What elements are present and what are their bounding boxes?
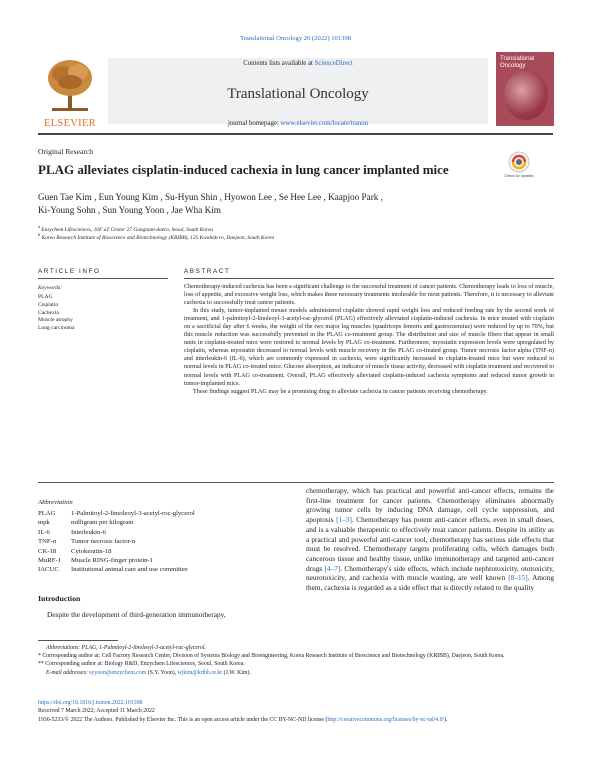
abbreviation-value: Tumor necrosis factor-α	[71, 538, 136, 546]
abstract-rule	[184, 278, 554, 279]
keyword: Cachexia	[38, 309, 59, 316]
introduction-heading: Introduction	[38, 594, 81, 603]
license-suffix: ).	[444, 716, 448, 723]
authors-line-2: Ki-Young Sohn , Sun Young Yoon , Jae Wha Kim	[38, 205, 221, 215]
journal-banner	[38, 52, 553, 138]
keyword: Cisplatin	[38, 301, 59, 308]
journal-title: Translational Oncology	[227, 86, 369, 102]
introduction-right-column	[306, 486, 554, 593]
abbreviation-row	[38, 547, 283, 556]
abbreviation-value: Muscle RING-finger protein-1	[71, 557, 154, 565]
sciencedirect-link[interactable]: ScienceDirect	[314, 60, 353, 67]
introduction-left-text: Despite the development of third-generation immunotherapy,	[47, 610, 226, 619]
footnotes	[38, 644, 554, 677]
article-info-heading: ARTICLE INFO	[38, 268, 101, 275]
check-for-updates-icon[interactable]	[504, 150, 534, 184]
abbreviation-key: CK-18	[38, 547, 57, 555]
abbreviation-value: 1-Palmitoyl-2-limoleoyl-3-acetyl-roc-glycerol	[71, 510, 195, 517]
abbreviation-key: IACUC	[38, 566, 59, 574]
email-link[interactable]: wjkim@kribb.re.kr	[177, 669, 223, 676]
keyword: Lung carcinoma	[38, 325, 75, 332]
abbreviation-row	[38, 528, 283, 537]
cover-image	[504, 70, 548, 120]
banner-divider	[38, 133, 553, 135]
publisher-name: ELSEVIER	[44, 118, 96, 129]
footnote-corresponding-2: ** Corresponding author at: Biology R&D, Enzychem Lifesciences, Seoul, South Korea.	[38, 661, 245, 668]
affiliation-a-text: Enzychem Lifesciences, 10F aT Center 27 Gangnam-daero, Seoul, South Korea	[41, 226, 214, 233]
homepage-prefix: journal homepage:	[228, 120, 281, 127]
abstract-paragraph: In this study, tumor-implanted mouse models administered cisplatin showed rapid weight loss and reduced feeding rate by the second week of treatment, and 1-palmitoyl-2-linoleoyl-3-acetyl-rac-glycerol (PLAG) effectively alleviated cisplatin-induced cachexia. In mice treated with cisplatin on a sacrificial day after 6 weeks, the weight of the two major leg muscles (quadriceps femoris and gastrocnemius) were reduced by up to 70%, but this muscle reduction was successfully prevented in the PLAG co-treatment group. The distribution and size of muscle fibers that appear in small units in cisplatin-treated mice were restored to normal levels by PLAG co-treatment. Furthermore, myostatin expression levels were upregulated by cisplatin, whereas myostatin decreased to normal levels with muscle recovery in the PLAG co-treated group. Tumor necrosis factor alpha (TNF-α) and interleukin-6 (IL-6), which are commonly expressed in cachexia, were significantly increased in cisplatin-treated mice but were reduced to normal levels in PLAG co-treated mice. Glucose absorption, an indicator of muscle tissue activity, decreased with cisplatin treatment and recovered to normal levels with PLAG co-treatment. Overall, PLAG effectively alleviated cisplatin-induced cachexia symptoms and reduced tumor growth in tumor-implanted mice.	[184, 308, 554, 387]
abstract-body	[184, 283, 554, 396]
footnote-rule	[38, 640, 118, 641]
email-suffix: (J.W. Kim).	[222, 669, 251, 676]
abbreviation-value: milligram per kilogram	[71, 519, 134, 527]
author-list	[38, 191, 508, 217]
abbreviation-row	[38, 509, 283, 518]
abstract-heading: ABSTRACT	[184, 268, 231, 275]
received-dates: Received 7 March 2022; Accepted 11 March 2022	[38, 708, 155, 715]
footnote-corresponding-1: * Corresponding author at: Cell Factory Research Center, Division of Systems Biology and Bioengineering, Korea Research Institute of Bioscience and Biotechnology (KRIBB), Daejeon, South Korea.	[38, 653, 505, 660]
body-text: . Among them, cachexia is regarded as a side effect that is directly related to the quality	[306, 573, 555, 593]
body-text: chemotherapy, which has practical and powerful anti-cancer effects, remains the first-line treatment for cancer patients. Chemotherapy eliminates abnormally growing tumor cells by inducing DNA damage, cell cycle suppression, and apoptosis	[306, 486, 554, 525]
cover-title: Translational Oncology	[500, 56, 535, 69]
contents-prefix: Contents lists available at	[243, 60, 315, 67]
affiliation-a-mark: a	[38, 224, 40, 229]
affiliation-b-text: Korea Research Institute of Bioscience and Biotechnology (KRIBB), 125 Kwahak-ro, Daejeon, South Korea	[41, 234, 275, 241]
footnote-emails	[38, 669, 554, 677]
abbreviation-row	[38, 556, 283, 565]
keyword: Muscle atrophy	[38, 317, 73, 324]
elsevier-logo[interactable]	[38, 56, 102, 136]
elsevier-tree-icon	[44, 56, 96, 114]
keywords-list	[38, 294, 75, 333]
body-text: . Chemotherapy has potent anti-cancer effects, even in small doses, and is a valuable therapeutic to effectively treat cancer patients. Despite its utility as a practical and powerful anti-cancer tool, chemotherapy has serious side effects that must be resolved. Chemotherapy targets proliferating cells, which damages both cancerous tissue and healthy tissue, unlike immunotherapy and targeted anti-cancer drugs	[306, 515, 554, 573]
abbreviation-list	[38, 499, 283, 575]
check-badge-label: Check for updates	[504, 174, 534, 178]
email-prefix: E-mail addresses:	[46, 669, 90, 676]
keywords-title: Keywords:	[38, 285, 63, 291]
email-link[interactable]: syyoon@enzychem.com	[89, 669, 147, 676]
doi-link[interactable]: https://doi.org/10.1016/j.tranon.2022.101398	[38, 700, 143, 706]
authors-line-1: Guen Tae Kim , Eun Young Kim , Su-Hyun Shin , Hyowon Lee , Se Hee Lee , Kaapjoo Park ,	[38, 192, 383, 202]
abbreviation-value: Institutional animal care and use committee	[71, 566, 188, 574]
abbreviation-value: Interleukin-6	[71, 528, 106, 536]
abbreviation-key: mpk	[38, 519, 50, 527]
contents-line	[108, 60, 488, 67]
journal-citation[interactable]: Translational Oncology 20 (2022) 101398	[239, 35, 352, 42]
homepage-link[interactable]: www.elsevier.com/locate/tranon	[280, 120, 368, 127]
abbreviation-key: MuRF-1	[38, 557, 62, 565]
abbreviation-title: Abbreviation	[38, 499, 73, 506]
abbreviation-row	[38, 565, 283, 574]
homepage-line	[108, 120, 488, 127]
affiliation-b	[38, 231, 518, 242]
abbreviation-value: Cytokeratin-18	[71, 547, 112, 555]
citation-link[interactable]: [4–7]	[324, 563, 341, 573]
abstract-end-rule	[38, 482, 554, 483]
article-section: Original Research	[38, 147, 94, 156]
abbreviation-key: PLAG	[38, 510, 56, 517]
abstract-paragraph: These findings suggest PLAG may be a promising drug to alleviate cachexia in cancer patients receiving chemotherapy.	[193, 388, 488, 395]
article-title: PLAG alleviates cisplatin-induced cachexia in lung cancer implanted mice	[38, 162, 449, 177]
abbreviation-row	[38, 518, 283, 527]
publication-info	[38, 699, 554, 724]
license-prefix: 1936-5233/© 2022 The Authors. Published by Elsevier Inc. This is an open access article under the CC BY-NC-ND license (	[38, 716, 328, 723]
body-text: . Chemotherapy's side effects, which include nephrotoxicity, ototoxicity, neurotoxicity, and cachexia with muscle wasting, are well known	[306, 563, 554, 583]
abbreviation-key: TNF-α	[38, 538, 57, 546]
citation-link[interactable]: [1–3]	[336, 515, 352, 525]
abstract-paragraph: Chemotherapy-induced cachexia has been a significant challenge to the successful treatment of cancer patients. Chemotherapy leads to loss of muscle, loss of appetite, and excessive weight loss, which makes these necessary treatments intolerable for most patients. Therefore, it is necessary to alleviate cachexia to successfully treat cancer patients.	[184, 284, 554, 307]
license-line	[38, 716, 554, 724]
abbreviation-row	[38, 537, 283, 546]
journal-cover-thumbnail[interactable]	[496, 52, 554, 126]
abbreviation-key: IL-6	[38, 528, 50, 536]
email-suffix: (S.Y. Yoon),	[146, 669, 178, 676]
journal-info-box	[108, 58, 488, 127]
affiliation-b-mark: b	[38, 232, 41, 237]
keyword: PLAG	[38, 294, 53, 300]
footnote-abbreviations: Abbreviations: PLAG, 1-Palmitoyl-2-linoleoyl-3-acetyl-rac-glycerol.	[46, 645, 206, 651]
license-link[interactable]: http://creativecommons.org/licenses/by-nc-nd/4.0/	[327, 716, 445, 723]
citation-link[interactable]: [8–15]	[508, 573, 528, 583]
article-info-rule	[38, 278, 168, 279]
